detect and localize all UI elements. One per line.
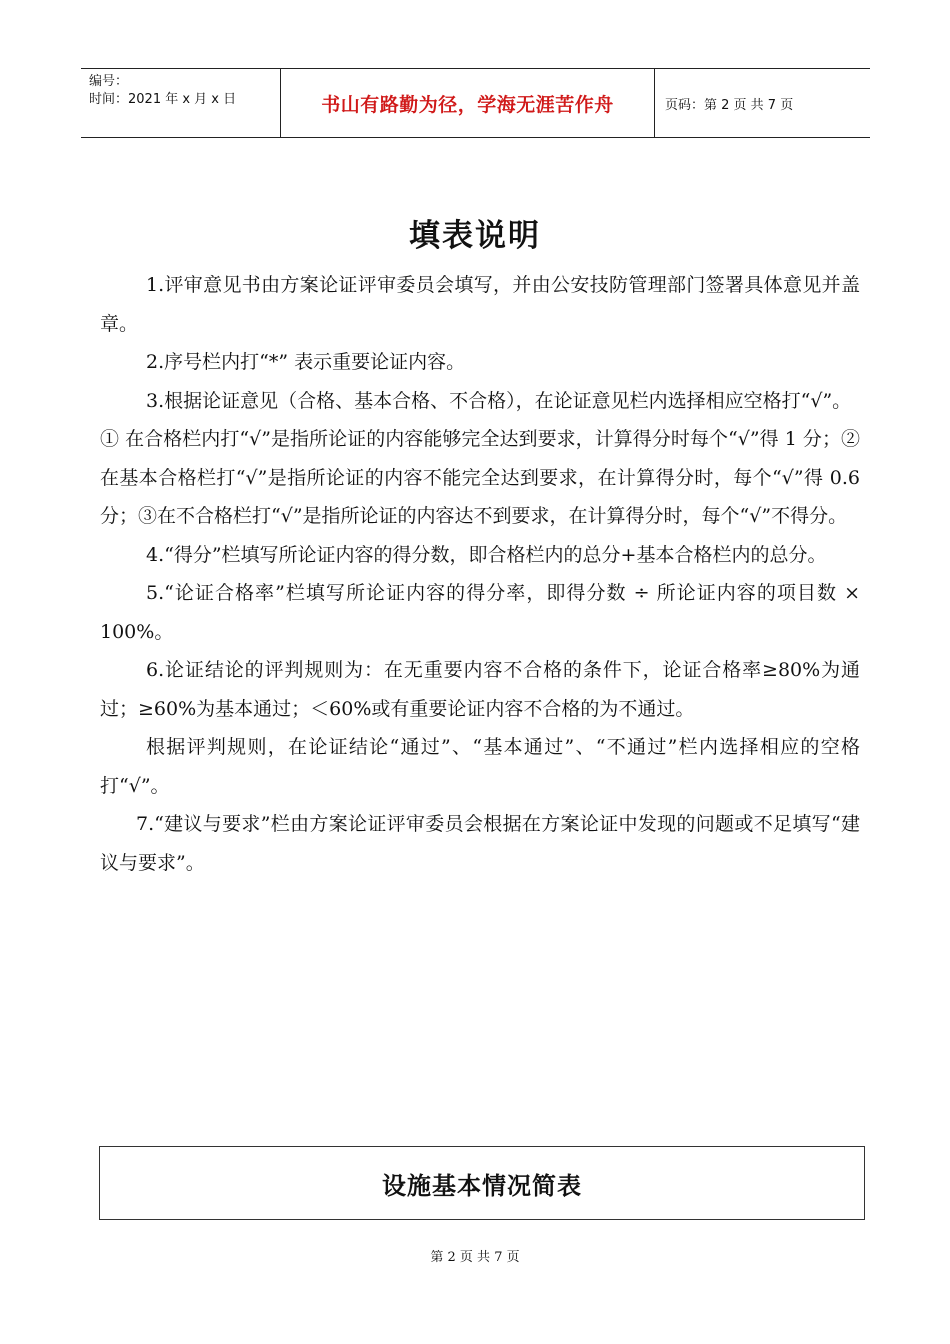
instruction-paragraph: 2.序号栏内打“*” 表示重要论证内容。 [146,351,466,373]
section-title-box: 设施基本情况简表 [99,1146,865,1220]
instruction-paragraph: 3.根据论证意见（合格、基本合格、不合格），在论证意见栏内选择相应空格打“√”。 [146,389,852,412]
instruction-paragraph: 6.论证结论的评判规则为：在无重要内容不合格的条件下，论证合格率≥80%为通过；≥60%为基本通过；＜60%或有重要论证内容不合格的为不通过。 [100,659,860,720]
header-meta-cell [81,69,281,137]
instructions-body [100,266,860,882]
instruction-paragraph: 根据评判规则，在论证结论“通过”、“基本通过”、“不通过”栏内选择相应的空格打“√”。 [100,736,860,797]
instruction-paragraph: 4.“得分”栏填写所论证内容的得分数，即合格栏内的总分+基本合格栏内的总分。 [146,543,827,566]
document-header [81,68,870,138]
instruction-paragraph: 5.“论证合格率”栏填写所论证内容的得分率，即得分数 ÷ 所论证内容的项目数 × 100%。 [100,582,860,643]
instruction-paragraph: 7.“建议与要求”栏由方案论证评审委员会根据在方案论证中发现的问题或不足填写“建议与要求”。 [100,813,860,874]
document-date: 时间：2021 年 x 月 x 日 [89,92,237,107]
header-motto: 书山有路勤为径，学海无涯苦作舟 [281,69,655,137]
page-title: 填表说明 [409,218,541,254]
header-page-info: 页码：第 2 页 共 7 页 [665,97,794,113]
instruction-paragraph: 1.评审意见书由方案论证评审委员会填写，并由公安技防管理部门签署具体意见并盖章。 [100,274,860,335]
document-number-label: 编号： [89,74,129,89]
page-footer: 第 2 页 共 7 页 [430,1250,520,1265]
instruction-paragraph: ① 在合格栏内打“√”是指所论证的内容能够完全达到要求，计算得分时每个“√”得 1 分；②在基本合格栏打“√”是指所论证的内容不能完全达到要求，在计算得分时，每个“√”得 0.6 分；③在不合格栏打“√”是指所论证的内容达不到要求，在计算得分时，每个“√”不得分。 [100,428,860,527]
